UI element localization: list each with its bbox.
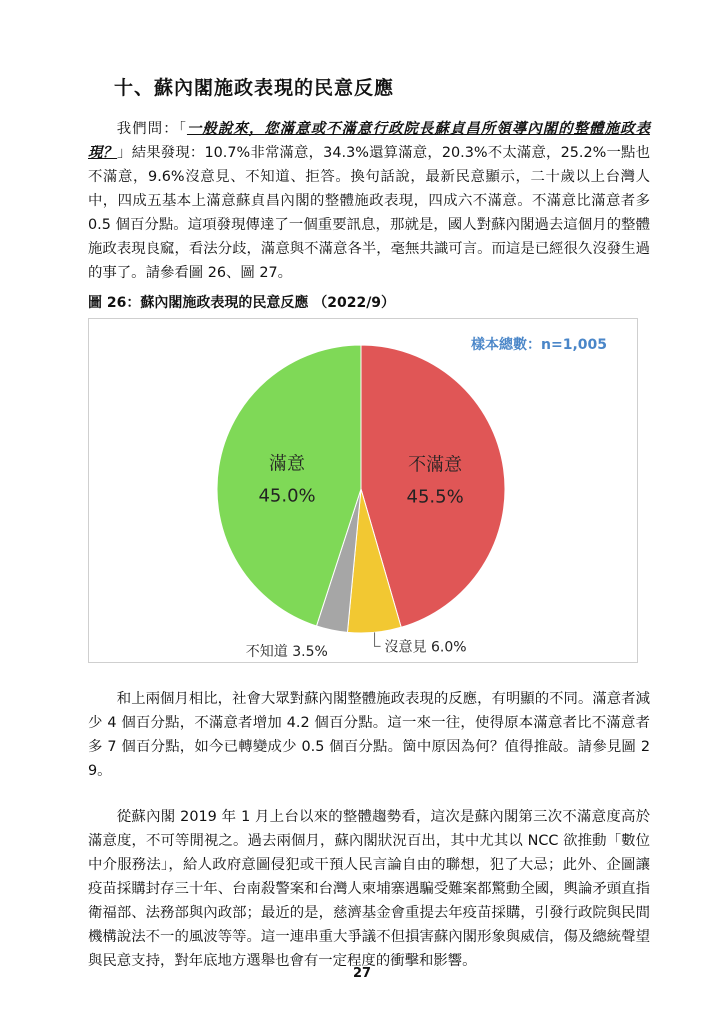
paragraph-survey-result (88, 117, 650, 285)
pie-chart-frame (88, 318, 638, 663)
figure-caption: 圖 26：蘇內閣施政表現的民意反應 （2022/9） (88, 295, 396, 311)
value-satisfied: 45.0% (258, 485, 316, 507)
question-close: 」 (117, 145, 132, 161)
value-dissatisfied: 45.5% (406, 486, 464, 508)
label-satisfied: 滿意 (269, 453, 306, 475)
question-lead: 我們問：「 (116, 121, 187, 137)
survey-result-text: 結果發現：10.7%非常滿意，34.3%還算滿意，20.3%不太滿意，25.2%一點也不滿意，9.6%沒意見、不知道、拒答。換句話說，最新民意顯示，二十歲以上台灣人中，四成五基本上滿意蘇貞昌內閣的整體施政表現，四成六不滿意。不滿意比滿意者多 0.5 個百分點。這項發現傳達了一個重要訊息，那就是，國人對蘇內閣過去這個月的整體施政表現良窳，看法分歧，滿意與不滿意各半，毫無共識可言。而這是已經很久沒發生過的事了。請參看圖 26、圖 27。 (88, 145, 650, 281)
sample-size-annotation: 樣本總數：n=1,005 (471, 337, 607, 353)
paragraph-comparison: 和上兩個月相比，社會大眾對蘇內閣整體施政表現的反應，有明顯的不同。滿意者減少 4 個百分點，不滿意者增加 4.2 個百分點。這一來一往，使得原本滿意者比不滿意者多 7 個百分點，如今已轉變成少 0.5 個百分點。箇中原因為何？值得推敲。請參見圖 29。 (88, 691, 650, 779)
section-heading: 十、蘇內閣施政表現的民意反應 (114, 77, 395, 99)
page-number: 27 (352, 966, 372, 981)
survey-question: 一般說來，您滿意或不滿意行政院長蘇貞昌所領導內閣的整體施政表現？ (88, 121, 650, 161)
label-no-opinion: 沒意見 6.0% (384, 639, 467, 656)
paragraph-trend: 從蘇內閣 2019 年 1 月上台以來的整體趨勢看，這次是蘇內閣第三次不滿意度高於滿意度，不可等閒視之。過去兩個月，蘇內閣狀況百出，其中尤其以 NCC 欲推動「數位中介服務法」，給人政府意圖侵犯或干預人民言論自由的聯想，犯了大忌；此外、企圖讓疫苗採購封存三十年、台南殺警案和台灣人柬埔寨遇騙受難案都驚動全國，輿論矛頭直指衛福部、法務部與內政部；最近的是，慈濟基金會重提去年疫苗採購，引發行政院與民間機構說法不一的風波等等。這一連串重大爭議不但損害蘇內閣形象與威信，傷及總統聲望與民意支持，對年底地方選舉也會有一定程度的衝擊和影響。 (88, 809, 650, 969)
leader-no-opinion (375, 632, 381, 646)
label-dont-know: 不知道 3.5% (245, 644, 328, 661)
pie-chart (89, 319, 639, 664)
label-dissatisfied: 不滿意 (408, 454, 463, 476)
